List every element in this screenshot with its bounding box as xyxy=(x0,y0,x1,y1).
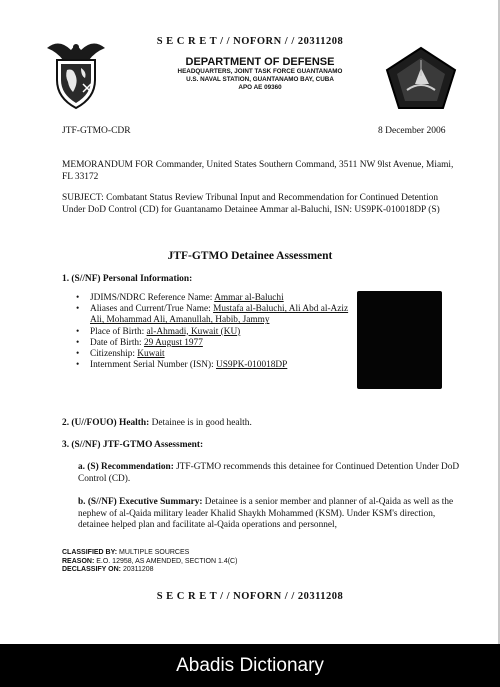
list-item xyxy=(74,293,364,304)
field-value: Mustafa al-Baluchi, Ali Abd al-Aziz Ali, Mohammad Ali, Amanullah, Habib, Jammy xyxy=(90,304,349,326)
watermark-footer: Abadis Dictionary xyxy=(0,644,500,687)
list-item xyxy=(74,349,364,360)
field-label: JDIMS/NDRC Reference Name: xyxy=(90,293,215,303)
reason-label: REASON: xyxy=(62,557,95,565)
list-item xyxy=(74,360,364,371)
field-value: al-Ahmadi, Kuwait (KU) xyxy=(146,326,241,337)
reason-line xyxy=(62,558,237,567)
header-line: U.S. NAVAL STATION, GUANTANAMO BAY, CUBA xyxy=(186,76,334,83)
header-line: APO AE 09360 xyxy=(238,84,282,91)
classified-by-line xyxy=(62,549,237,558)
recommendation-paragraph xyxy=(78,462,460,485)
field-label: Aliases and Current/True Name: xyxy=(90,304,214,315)
list-item xyxy=(74,304,364,326)
field-value: US9PK-010018DP xyxy=(216,360,288,371)
classification-banner-bottom: S E C R E T / / NOFORN / / 20311208 xyxy=(156,591,344,602)
section-assessment-heading: 3. (S//NF) JTF-GTMO Assessment: xyxy=(62,440,204,450)
assessment-title: JTF-GTMO Detainee Assessment xyxy=(167,250,333,262)
executive-summary-label: b. (S//NF) Executive Summary: xyxy=(78,497,203,507)
redacted-photo xyxy=(357,291,442,389)
section-health-label: 2. (U//FOUO) Health: xyxy=(62,418,150,428)
executive-summary-paragraph xyxy=(78,497,460,532)
declassify-value: 20311208 xyxy=(121,566,154,574)
declassify-line xyxy=(62,566,237,575)
section-health-text: Detainee is in good health. xyxy=(149,418,252,428)
pentagon-seal-icon xyxy=(385,46,457,110)
header-line: HEADQUARTERS, JOINT TASK FORCE GUANTANAMO xyxy=(177,68,343,75)
field-value: Kuwait xyxy=(137,349,165,360)
field-label: Citizenship: xyxy=(90,349,138,360)
eagle-seal-icon xyxy=(45,38,107,110)
section-personal-info-heading: 1. (S//NF) Personal Information: xyxy=(62,274,193,284)
classification-banner-top: S E C R E T / / NOFORN / / 20311208 xyxy=(156,36,344,47)
memo-date: 8 December 2006 xyxy=(378,126,446,136)
section-health xyxy=(62,418,252,428)
recommendation-label: a. (S) Recommendation: xyxy=(78,462,174,472)
executive-summary-text: Detainee is a senior member and planner of al-Qaida as well as the nephew of al-Qaida military leader Khalid Shaykh Mohammed (KSM). Under KSM's direction, detainee helped plan and facilitate al-Qaida operations and personnel, xyxy=(78,497,454,530)
field-label: Date of Birth: xyxy=(90,337,144,348)
office-code: JTF-GTMO-CDR xyxy=(62,126,131,136)
declassify-label: DECLASSIFY ON: xyxy=(62,566,121,574)
classified-by-value: MULTIPLE SOURCES xyxy=(117,549,190,556)
classification-block xyxy=(62,549,237,575)
field-label: Internment Serial Number (ISN): xyxy=(90,360,216,371)
memo-recipient: MEMORANDUM FOR Commander, United States Southern Command, 3511 NW 9lst Avenue, Miami, FL 33172 xyxy=(62,160,454,182)
memo-subject: SUBJECT: Combatant Status Review Tribunal Input and Recommendation for Continued Detention Under DoD Control (CD) for Guantanamo Detainee Ammar al-Baluchi, ISN: US9PK-010018DP (S) xyxy=(62,193,440,215)
department-header xyxy=(150,56,370,92)
classified-by-label: CLASSIFIED BY: xyxy=(62,549,118,556)
personal-info-list xyxy=(74,293,364,371)
list-item xyxy=(74,327,364,338)
field-label: Place of Birth: xyxy=(90,326,147,337)
reason-value: E.O. 12958, AS AMENDED, SECTION 1.4(C) xyxy=(94,557,238,565)
department-name: DEPARTMENT OF DEFENSE xyxy=(185,56,335,68)
field-value: 29 August 1977 xyxy=(143,337,203,348)
recommendation-text: JTF-GTMO recommends this detainee for Continued Detention Under DoD Control (CD). xyxy=(78,462,460,484)
list-item xyxy=(74,338,364,349)
field-value: Ammar al-Baluchi xyxy=(214,293,284,303)
